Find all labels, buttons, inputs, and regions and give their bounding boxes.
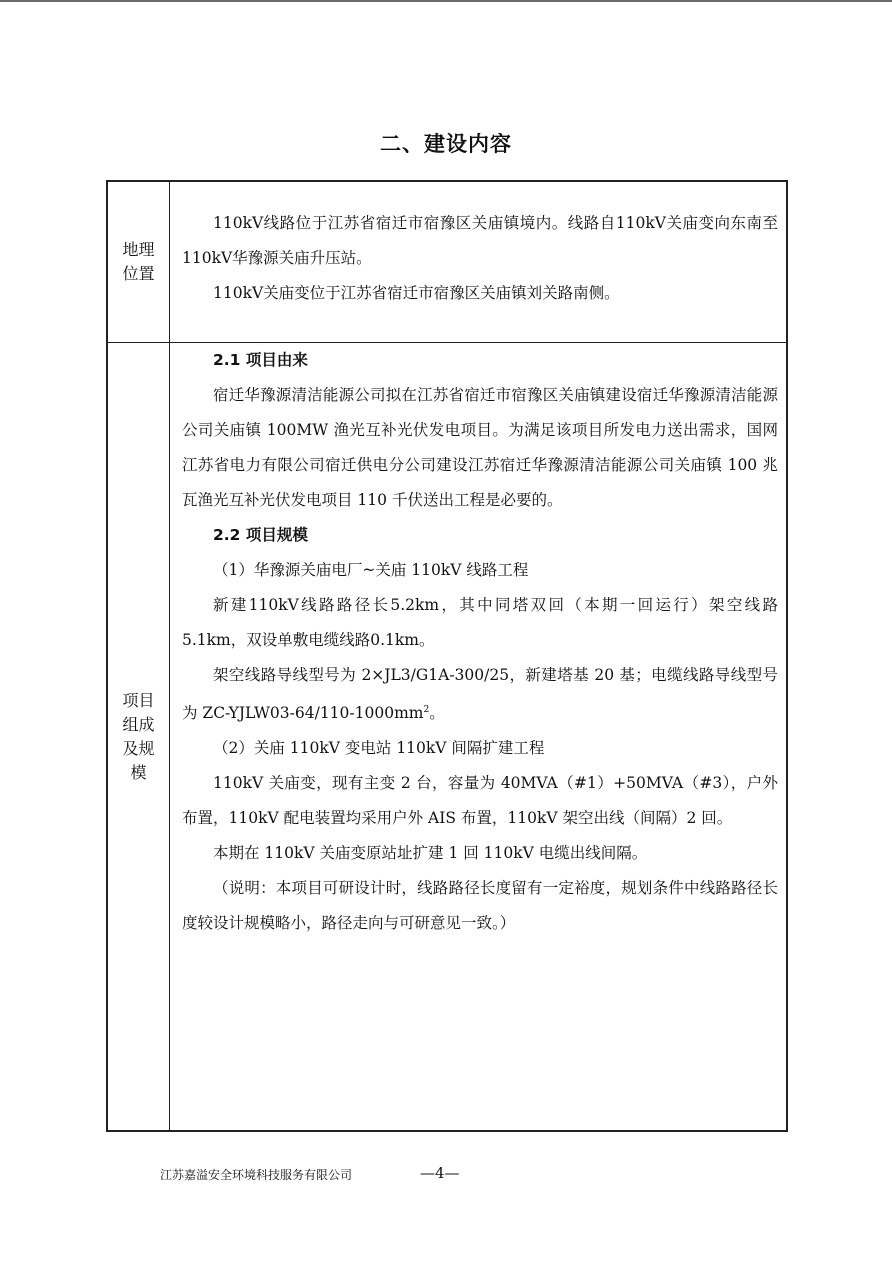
location-content [170, 182, 786, 342]
content-table [106, 180, 788, 1132]
section-2-1-body: 宿迁华豫源清洁能源公司拟在江苏省宿迁市宿豫区关庙镇建设宿迁华豫源清洁能源公司关庙镇 100MW 渔光互补光伏发电项目。为满足该项目所发电力送出需求，国网江苏省电力有限公司宿迁供电分公司建设江苏宿迁华豫源清洁能源公司关庙镇 100 兆瓦渔光互补光伏发电项目 110 千伏送出工程是必要的。 [182, 386, 778, 509]
footer-company: 江苏嘉溢安全环境科技服务有限公司 [160, 1168, 353, 1182]
project-content [170, 343, 786, 1130]
item-1-paragraph-2 [182, 658, 778, 731]
project-label: 项目组成及规模 [122, 690, 155, 782]
item-1-paragraph-1: 新建110kV线路路径长5.2km，其中同塔双回（本期一回运行）架空线路5.1km，双设单敷电缆线路0.1km。 [182, 596, 778, 649]
project-label-cell [108, 343, 170, 1130]
item-1-title: （1）华豫源关庙电厂~关庙 110kV 线路工程 [213, 561, 529, 579]
location-label-cell [108, 182, 170, 342]
item-2-paragraph-1: 110kV 关庙变，现有主变 2 台，容量为 40MVA（#1）+50MVA（#3），户外布置，110kV 配电装置均采用户外 AIS 布置，110kV 架空出线（间隔）2 回。 [182, 774, 778, 828]
top-border-line [0, 0, 892, 2]
section-2-1-title: 2.1 项目由来 [213, 351, 308, 369]
page-number: —4— [420, 1164, 460, 1182]
location-paragraph-2: 110kV关庙变位于江苏省宿迁市宿豫区关庙镇刘关路南侧。 [213, 284, 620, 302]
page-title: 二、建设内容 [380, 132, 512, 156]
note-paragraph: （说明：本项目可研设计时，线路路径长度留有一定裕度，规划条件中线路路径长度较设计规模略小，路径走向与可研意见一致。） [182, 879, 778, 933]
section-2-2-title: 2.2 项目规模 [213, 526, 308, 544]
unit-superscript: 2 [423, 705, 430, 715]
item-2-title: （2）关庙 110kV 变电站 110kV 间隔扩建工程 [213, 739, 545, 758]
location-label: 地理位置 [122, 240, 155, 283]
item-2-paragraph-2: 本期在 110kV 关庙变原站址扩建 1 回 110kV 电缆出线间隔。 [213, 844, 648, 863]
project-row [108, 343, 786, 1130]
location-paragraph-1: 110kV线路位于江苏省宿迁市宿豫区关庙镇境内。线路自110kV关庙变向东南至110kV华豫源关庙升压站。 [182, 214, 778, 267]
item-1-paragraph-2-text: 架空线路导线型号为 2×JL3/G1A-300/25，新建塔基 20 基；电缆线路导线型号为 ZC-YJLW03-64/110-1000mm [182, 666, 778, 723]
item-1-paragraph-2-end: 。 [429, 704, 445, 723]
location-row [108, 182, 786, 343]
